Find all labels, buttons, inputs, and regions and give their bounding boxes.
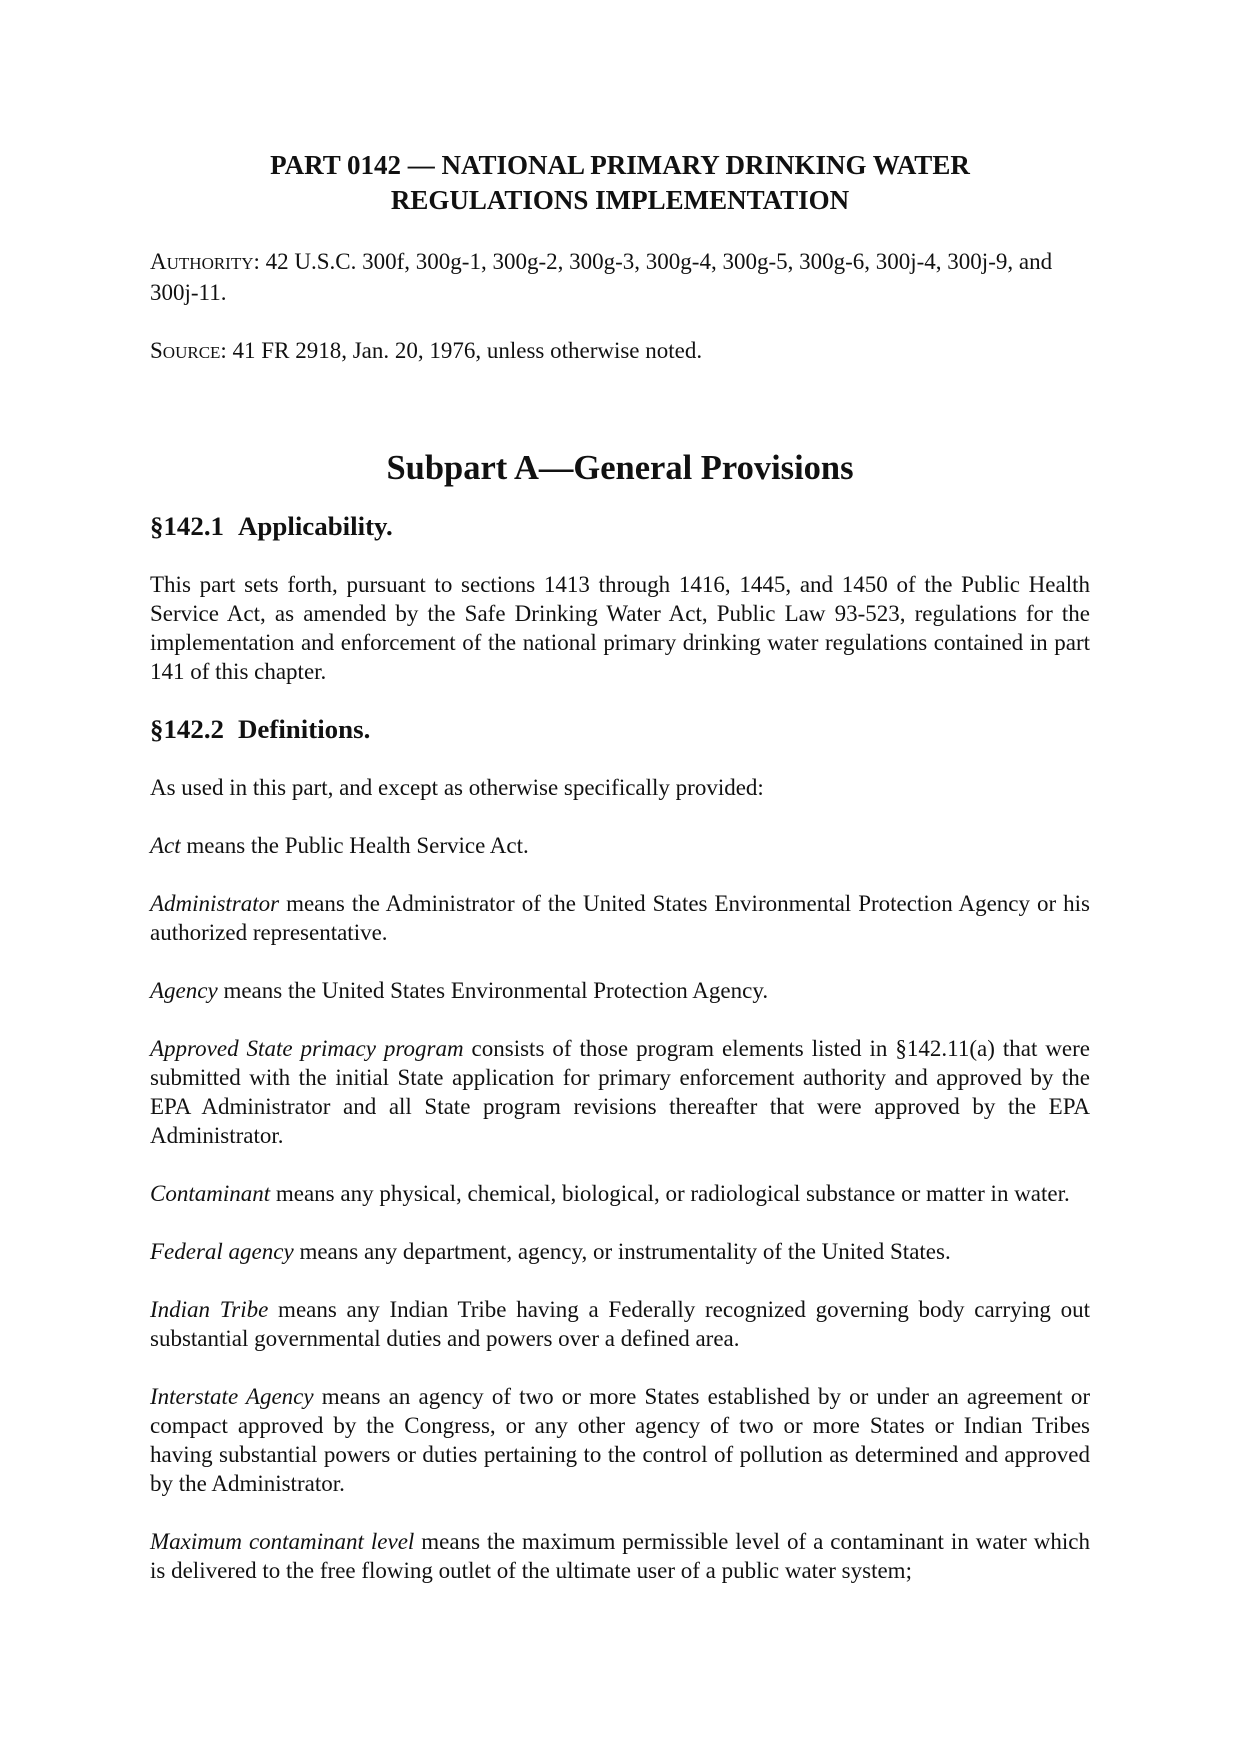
definition-text: means the United States Environmental Protection Agency. (217, 978, 769, 1003)
definition-indian-tribe (150, 1295, 1090, 1353)
definition-maximum-contaminant-level (150, 1527, 1090, 1585)
definition-text: means any department, agency, or instrumentality of the United States. (293, 1239, 951, 1264)
section-number: §142.1 (150, 511, 224, 541)
source-label-rest: OURCE (162, 343, 221, 362)
subpart-heading: Subpart A—General Provisions (386, 449, 854, 487)
part-title-line-2: REGULATIONS IMPLEMENTATION (390, 185, 850, 215)
definition-contaminant (150, 1179, 1090, 1208)
section-title: Applicability. (238, 511, 393, 541)
defined-term: Maximum contaminant level (150, 1529, 415, 1554)
defined-term: Contaminant (150, 1181, 271, 1206)
authority-label-rest: UTHORITY (166, 254, 254, 273)
part-title-line-1: PART 0142 — NATIONAL PRIMARY DRINKING WATER (270, 150, 970, 180)
section-heading-definitions (150, 715, 1090, 744)
defined-term: Approved State primacy program (150, 1036, 464, 1061)
definition-text: means any Indian Tribe having a Federally recognized governing body carrying out substantial governmental duties and powers over a defined area. (150, 1297, 1090, 1351)
definition-text: consists of those program elements listed in §142.11(a) that were submitted with the initial State application for primary enforcement authority and approved by the EPA Administrator and all State program revisions thereafter that were approved by the EPA Administrator. (150, 1036, 1091, 1148)
defined-term: Act (150, 833, 181, 858)
definition-text: means the Administrator of the United States Environmental Protection Agency or his authorized representative. (150, 891, 1090, 945)
definition-administrator (150, 889, 1090, 947)
source-text: : 41 FR 2918, Jan. 20, 1976, unless otherwise noted. (220, 338, 703, 363)
definition-text: means any physical, chemical, biological, or radiological substance or matter in water. (270, 1181, 1070, 1206)
document-content (150, 148, 1090, 1585)
definition-interstate-agency (150, 1382, 1090, 1498)
source-statement (150, 336, 1090, 367)
definition-text: means the maximum permissible level of a contaminant in water which is delivered to the free flowing outlet of the ultimate user of a public water system; (150, 1529, 1091, 1583)
section-heading-applicability (150, 512, 1090, 541)
defined-term: Interstate Agency (150, 1384, 314, 1409)
definition-agency (150, 976, 1090, 1005)
defined-term: Administrator (150, 891, 280, 916)
definition-text: means an agency of two or more States established by or under an agreement or compact approved by the Congress, or any other agency of two or more States or Indian Tribes having substantial powers or duties pertaining to the control of pollution as determined and approved by the Administrator. (150, 1384, 1090, 1496)
part-title (150, 148, 1090, 218)
authority-text: : 42 U.S.C. 300f, 300g-1, 300g-2, 300g-3, 300g-4, 300g-5, 300g-6, 300j-4, 300j-9, and 300j-11. (150, 249, 1053, 305)
definition-federal-agency (150, 1237, 1090, 1266)
authority-label-initial: A (150, 249, 167, 274)
applicability-paragraph: This part sets forth, pursuant to sections 1413 through 1416, 1445, and 1450 of the Public Health Service Act, as amended by the Safe Drinking Water Act, Public Law 93-523, regulations for the implementation and enforcement of the national primary drinking water regulations contained in part 141 of this chapter. (150, 572, 1090, 684)
definition-text: means the Public Health Service Act. (180, 833, 529, 858)
authority-statement (150, 247, 1090, 307)
defined-term: Federal agency (150, 1239, 294, 1264)
definition-act (150, 831, 1090, 860)
section-title: Definitions. (238, 714, 371, 744)
source-label-initial: S (150, 338, 163, 363)
definitions-intro: As used in this part, and except as otherwise specifically provided: (150, 775, 764, 800)
defined-term: Indian Tribe (150, 1297, 269, 1322)
definition-approved-state-primacy-program (150, 1034, 1090, 1150)
section-number: §142.2 (150, 714, 224, 744)
defined-term: Agency (150, 978, 218, 1003)
